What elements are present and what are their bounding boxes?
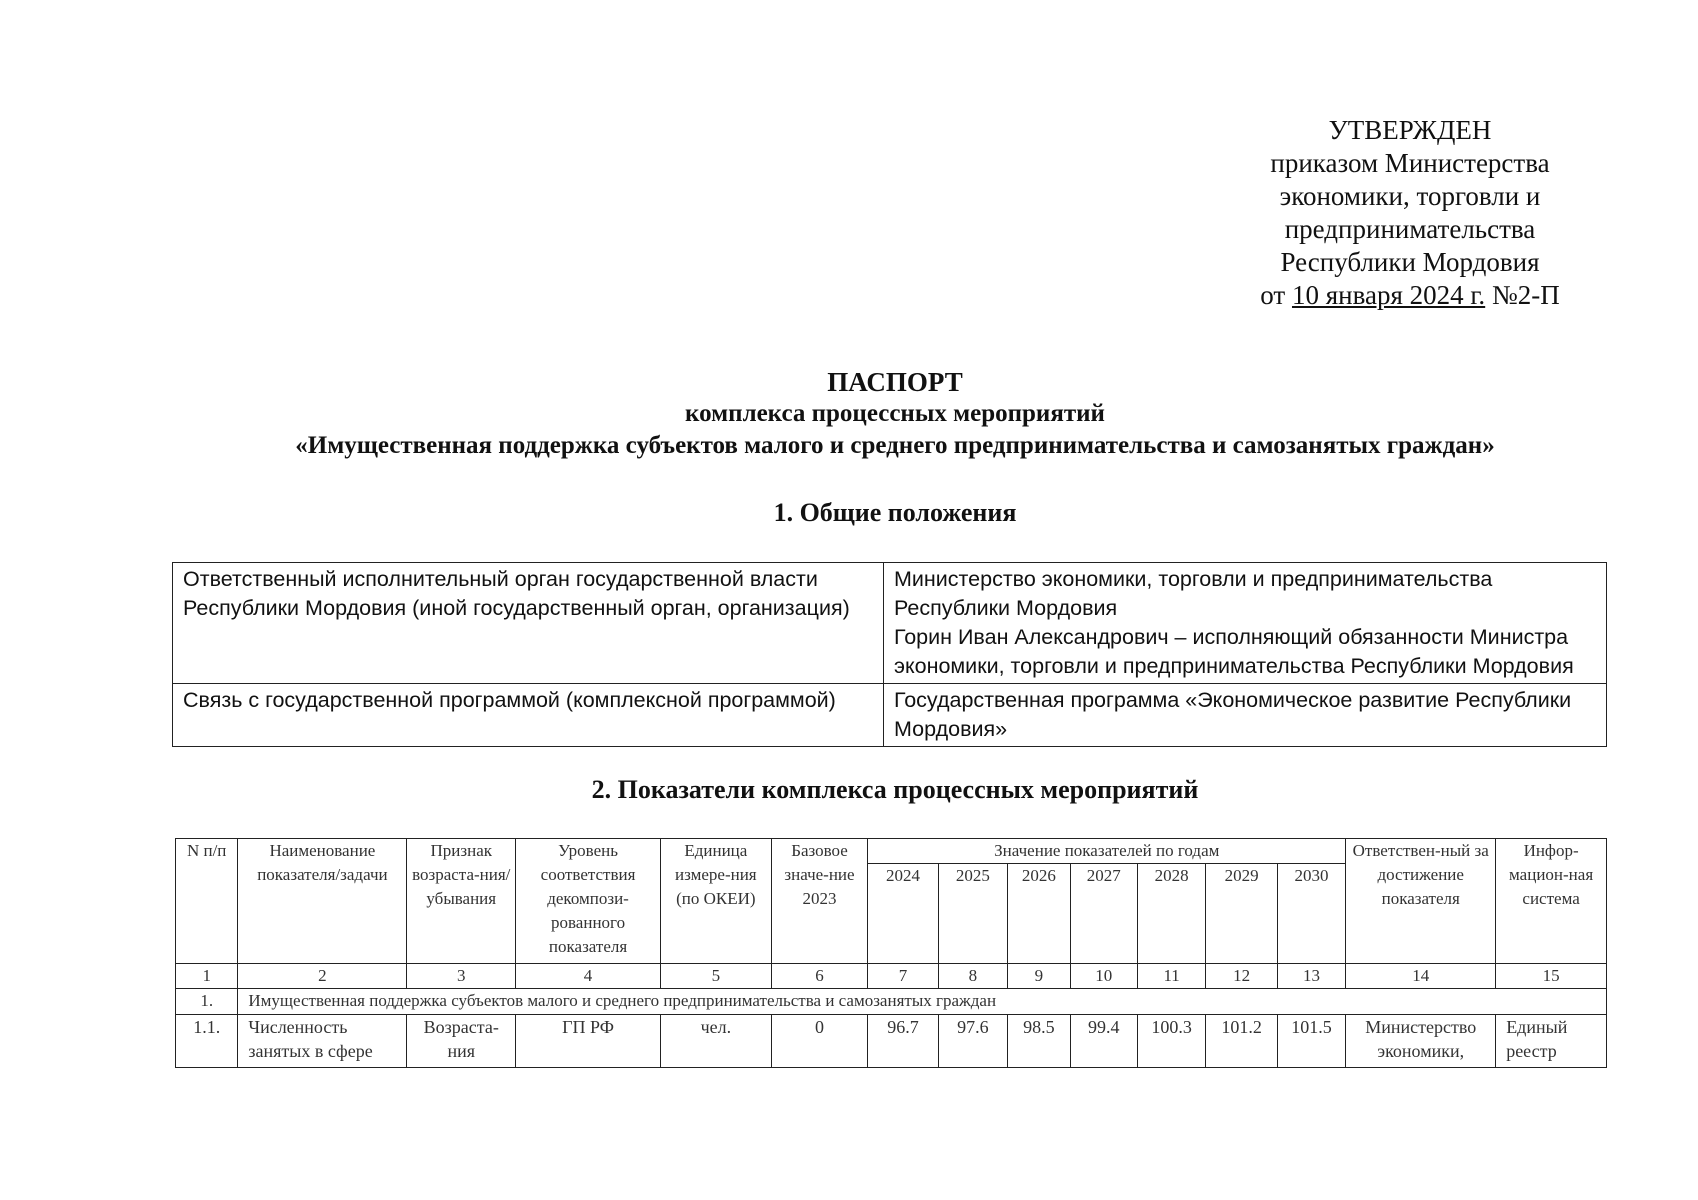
header-years-group: Значение показателей по годам bbox=[868, 839, 1346, 864]
column-number: 5 bbox=[661, 964, 772, 989]
column-number: 1 bbox=[176, 964, 238, 989]
cell-system: Единый реестр bbox=[1496, 1015, 1607, 1068]
row-label: Ответственный исполнительный орган государственной власти Республики Мордовия (иной государственный орган, организация) bbox=[173, 563, 884, 684]
header-row bbox=[176, 839, 1607, 864]
title-heading: ПАСПОРТ bbox=[827, 367, 963, 397]
row-value-line: Министерство экономики, торговли и предпринимательства Республики Мордовия bbox=[894, 567, 1493, 620]
row-label: Связь с государственной программой (комплексной программой) bbox=[173, 684, 884, 747]
approval-line-2: приказом Министерства bbox=[1270, 148, 1550, 178]
document-title bbox=[0, 366, 1698, 462]
approval-line-5: Республики Мордовия bbox=[1280, 247, 1540, 277]
cell-sign: Возраста-ния bbox=[407, 1015, 516, 1068]
column-number: 3 bbox=[407, 964, 516, 989]
table-row bbox=[173, 684, 1607, 747]
column-numbers-row bbox=[176, 964, 1607, 989]
row-value: Государственная программа «Экономическое развитие Республики Мордовия» bbox=[884, 684, 1607, 747]
table-row bbox=[173, 563, 1607, 684]
header-year: 2027 bbox=[1070, 864, 1137, 964]
header-sign: Признак возраста-ния/ убывания bbox=[407, 839, 516, 964]
approval-line-1: УТВЕРЖДЕН bbox=[1328, 115, 1492, 145]
header-year: 2024 bbox=[868, 864, 938, 964]
general-provisions-table bbox=[172, 562, 1607, 747]
column-number: 12 bbox=[1206, 964, 1277, 989]
cell-value: 101.2 bbox=[1206, 1015, 1277, 1068]
approval-stamp bbox=[1240, 114, 1580, 312]
cell-name: Численность занятых в сфере bbox=[238, 1015, 407, 1068]
column-number: 9 bbox=[1008, 964, 1070, 989]
approval-number: №2-П bbox=[1491, 280, 1560, 310]
cell-value: 99.4 bbox=[1070, 1015, 1137, 1068]
group-num: 1. bbox=[176, 989, 238, 1015]
column-number: 8 bbox=[938, 964, 1007, 989]
cell-base: 0 bbox=[771, 1015, 868, 1068]
table-row bbox=[176, 1015, 1607, 1068]
column-number: 10 bbox=[1070, 964, 1137, 989]
title-subheading: комплекса процессных мероприятий bbox=[685, 400, 1105, 427]
cell-value: 101.5 bbox=[1277, 1015, 1345, 1068]
header-unit: Единица измере-ния (по ОКЕИ) bbox=[661, 839, 772, 964]
column-number: 11 bbox=[1137, 964, 1205, 989]
cell-value: 100.3 bbox=[1137, 1015, 1205, 1068]
header-responsible: Ответствен-ный за достижение показателя bbox=[1346, 839, 1496, 964]
row-value bbox=[884, 563, 1607, 684]
header-level: Уровень соответствия декомпози-рованного показателя bbox=[516, 839, 661, 964]
approval-date-line bbox=[1240, 279, 1580, 312]
cell-responsible: Министерство экономики, bbox=[1346, 1015, 1496, 1068]
header-base: Базовое значе-ние 2023 bbox=[771, 839, 868, 964]
group-text: Имущественная поддержка субъектов малого и среднего предпринимательства и самозанятых граждан bbox=[238, 989, 1607, 1015]
column-number: 7 bbox=[868, 964, 938, 989]
indicators-table bbox=[175, 838, 1607, 1068]
group-row bbox=[176, 989, 1607, 1015]
section-2-title: 2. Показатели комплекса процессных мероприятий bbox=[591, 775, 1199, 804]
cell-value: 97.6 bbox=[938, 1015, 1007, 1068]
cell-value: 98.5 bbox=[1008, 1015, 1070, 1068]
column-number: 2 bbox=[238, 964, 407, 989]
header-name: Наименование показателя/задачи bbox=[238, 839, 407, 964]
header-year: 2028 bbox=[1137, 864, 1205, 964]
header-year: 2025 bbox=[938, 864, 1007, 964]
header-year: 2030 bbox=[1277, 864, 1345, 964]
header-year: 2029 bbox=[1206, 864, 1277, 964]
column-number: 13 bbox=[1277, 964, 1345, 989]
title-name: «Имущественная поддержка субъектов малого и среднего предпринимательства и самозанятых граждан» bbox=[295, 432, 1495, 459]
column-number: 14 bbox=[1346, 964, 1496, 989]
header-num: N п/п bbox=[176, 839, 238, 964]
approval-date: 10 января 2024 г. bbox=[1291, 280, 1486, 310]
column-number: 6 bbox=[771, 964, 868, 989]
column-number: 4 bbox=[516, 964, 661, 989]
header-year: 2026 bbox=[1008, 864, 1070, 964]
row-value-line: Горин Иван Александрович – исполняющий обязанности Министра экономики, торговли и предпринимательства Республики Мордовия bbox=[894, 625, 1574, 678]
section-1-title: 1. Общие положения bbox=[773, 498, 1017, 527]
cell-unit: чел. bbox=[661, 1015, 772, 1068]
cell-value: 96.7 bbox=[868, 1015, 938, 1068]
approval-line-3: экономики, торговли и bbox=[1279, 181, 1541, 211]
approval-line-4: предпринимательства bbox=[1284, 214, 1536, 244]
header-system: Инфор-мацион-ная система bbox=[1496, 839, 1607, 964]
cell-level: ГП РФ bbox=[516, 1015, 661, 1068]
approval-date-prefix: от bbox=[1260, 280, 1286, 310]
cell-num: 1.1. bbox=[176, 1015, 238, 1068]
column-number: 15 bbox=[1496, 964, 1607, 989]
